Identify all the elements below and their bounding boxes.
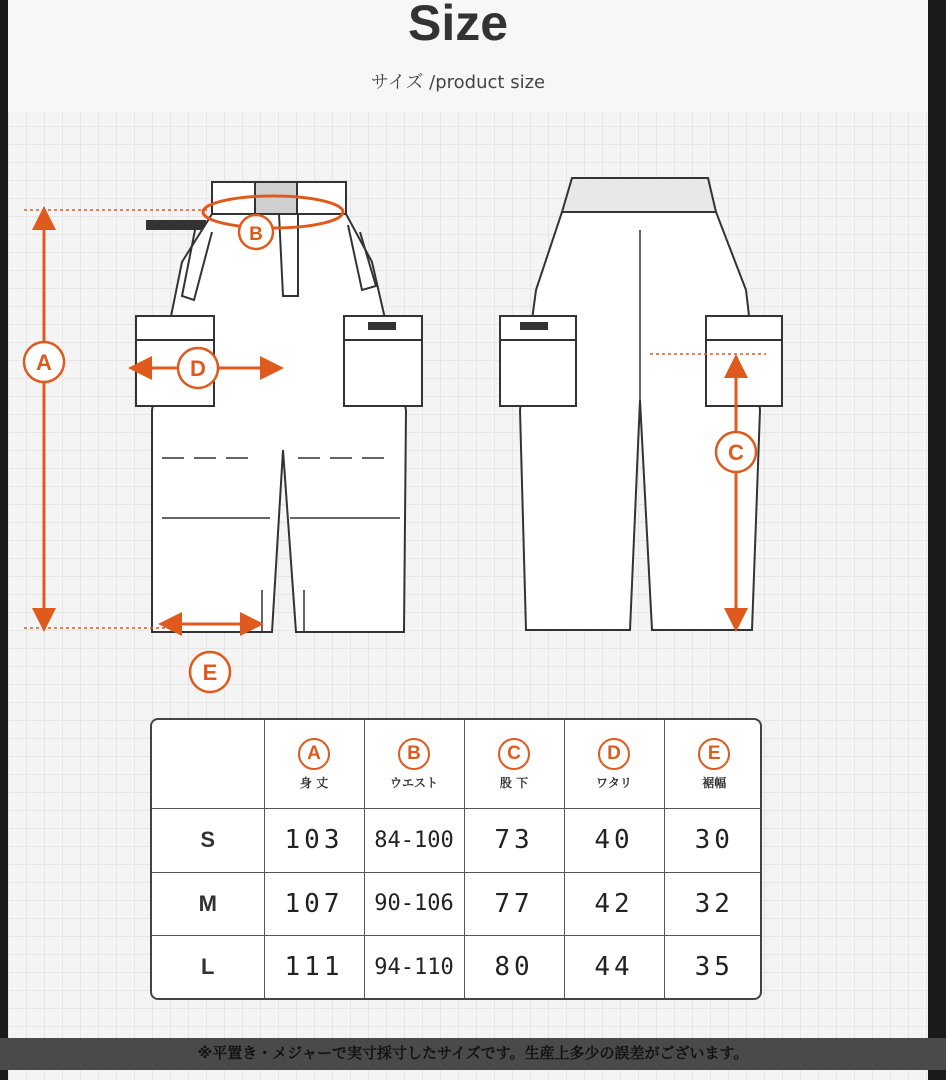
value-cell: 103 <box>264 809 364 873</box>
column-a-marker-icon: A <box>298 738 330 770</box>
value-cell: 80 <box>464 936 564 999</box>
value-cell: 107 <box>264 872 364 936</box>
size-label-m: M <box>152 872 264 936</box>
column-e-marker-icon: E <box>698 738 730 770</box>
value-cell: 30 <box>664 809 762 873</box>
belt-strap <box>146 220 206 230</box>
page-title: Size <box>407 0 509 51</box>
table-corner-cell <box>152 720 264 809</box>
table-row <box>152 936 762 999</box>
value-cell: 111 <box>264 936 364 999</box>
back-cargo-pocket-right <box>706 316 782 406</box>
value-cell: 84-100 <box>364 809 464 873</box>
marker-e-label: E <box>202 660 218 685</box>
marker-a-icon <box>24 342 64 382</box>
size-label-l: L <box>152 936 264 999</box>
column-header-c <box>464 720 564 809</box>
column-header-a <box>264 720 364 809</box>
marker-b-label: B <box>249 224 263 245</box>
value-cell: 73 <box>464 809 564 873</box>
value-cell: 40 <box>564 809 664 873</box>
column-d-marker-icon: D <box>598 738 630 770</box>
value-cell: 35 <box>664 936 762 999</box>
column-d-label: ワタリ <box>596 775 632 790</box>
value-cell: 42 <box>564 872 664 936</box>
column-b-marker-icon: B <box>398 738 430 770</box>
marker-a-label: A <box>36 350 52 375</box>
column-header-b <box>364 720 464 809</box>
table-row <box>152 872 762 936</box>
marker-c-label: C <box>728 440 744 465</box>
column-b-label: ウエスト <box>389 775 438 790</box>
column-e-label: 裾幅 <box>702 775 727 790</box>
page-subtitle: サイズ /product size <box>370 72 546 93</box>
marker-c-icon <box>716 432 756 472</box>
value-cell: 77 <box>464 872 564 936</box>
marker-e-icon <box>190 652 230 692</box>
table-header-row <box>152 720 762 809</box>
value-cell: 90-106 <box>364 872 464 936</box>
column-a-label: 身 丈 <box>299 775 329 790</box>
column-c-label: 股 下 <box>499 775 529 790</box>
front-body <box>152 214 406 632</box>
column-header-e <box>664 720 762 809</box>
front-waist-tab <box>255 182 297 214</box>
marker-d-icon <box>178 348 218 388</box>
value-cell: 32 <box>664 872 762 936</box>
table-row <box>152 809 762 873</box>
value-cell: 94-110 <box>364 936 464 999</box>
size-label-s: S <box>152 809 264 873</box>
marker-b-icon <box>239 215 273 249</box>
marker-d-label: D <box>190 356 206 381</box>
back-pants-illustration <box>500 178 782 630</box>
column-c-marker-icon: C <box>498 738 530 770</box>
column-header-d <box>564 720 664 809</box>
back-waistband <box>562 178 716 212</box>
size-table <box>150 718 762 1000</box>
front-pants-illustration <box>136 182 422 632</box>
value-cell: 44 <box>564 936 664 999</box>
footer-note: ※平置き・メジャーで実寸採寸したサイズです。生産上多少の誤差がございます。 <box>197 1044 749 1062</box>
